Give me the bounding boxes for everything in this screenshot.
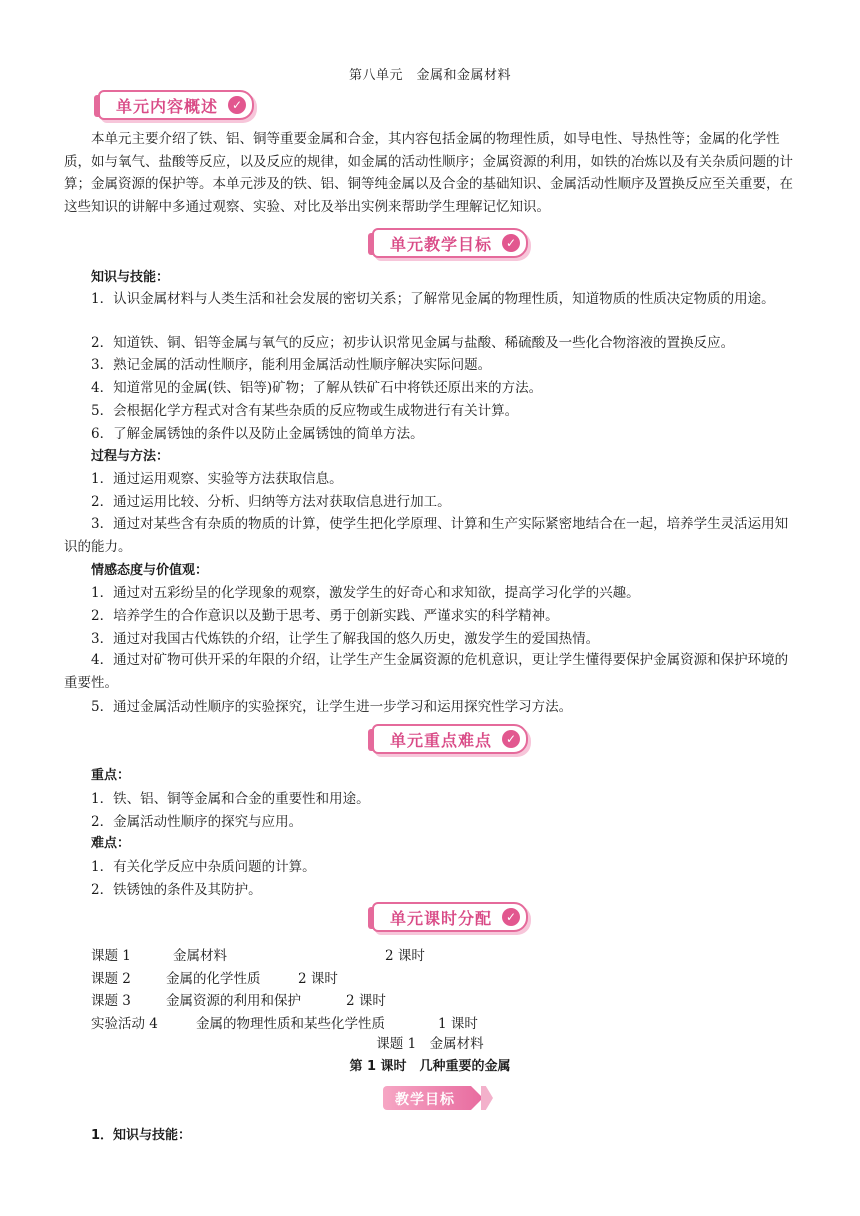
knowledge-item-4: 4．知道常见的金属(铁、铝等)矿物；了解从铁矿石中将铁还原出来的方法。 (91, 380, 543, 396)
schedule-row-3-hours: 2 课时 (346, 993, 386, 1009)
check-icon: ✓ (502, 234, 520, 252)
lesson-title: 课题 1 金属材料 (376, 1036, 484, 1052)
knowledge-item-2: 2．知道铁、铜、铝等金属与氧气的反应；初步认识常见金属与盐酸、稀硫酸及一些化合物溶液的置换反应。 (91, 335, 735, 351)
schedule-row-3-lesson: 课题 3 (91, 993, 131, 1009)
schedule-row-4-lesson: 实验活动 4 (91, 1016, 158, 1032)
attitude-item-5: 5．通过金属活动性顺序的实验探究，让学生进一步学习和运用探究性学习方法。 (91, 699, 573, 715)
difficulty-item-1: 1．有关化学反应中杂质问题的计算。 (91, 859, 316, 875)
knowledge-item-5: 5．会根据化学方程式对含有某些杂质的反应物或生成物进行有关计算。 (91, 403, 519, 419)
banner-schedule (372, 902, 528, 932)
banner-schedule-label: 单元课时分配 (390, 908, 493, 928)
lesson-first-item: 1．知识与技能： (91, 1128, 192, 1143)
lesson-subtitle: 第 1 课时 几种重要的金属 (349, 1059, 511, 1074)
attitude-item-2: 2．培养学生的合作意识以及勤于思考、勇于创新实践、严谨求实的科学精神。 (91, 608, 559, 624)
schedule-row-2-hours: 2 课时 (298, 971, 338, 987)
schedule-row-3-topic: 金属资源的利用和保护 (166, 993, 301, 1009)
attitude-item-4: 4．通过对矿物可供开采的年限的介绍，让学生产生金属资源的危机意识，更让学生懂得要保护金属资源和保护环境的重要性。 (64, 652, 789, 691)
chevron-right-icon (481, 1086, 493, 1110)
process-item-2: 2．通过运用比较、分析、归纳等方法对获取信息进行加工。 (91, 494, 451, 510)
teaching-goal-tag (383, 1086, 493, 1110)
banner-overview-label: 单元内容概述 (116, 96, 219, 116)
banner-key-points-label: 单元重点难点 (390, 730, 493, 750)
banner-goals (372, 228, 528, 258)
attitude-heading: 情感态度与价值观： (91, 563, 209, 578)
banner-goals-label: 单元教学目标 (390, 234, 493, 254)
process-item-3: 3．通过对某些含有杂质的物质的计算，使学生把化学原理、计算和生产实际紧密地结合在一起，培养学生灵活运用知识的能力。 (64, 516, 789, 555)
knowledge-heading: 知识与技能： (91, 270, 170, 285)
difficulty-item-2: 2．铁锈蚀的条件及其防护。 (91, 882, 262, 898)
banner-overview (98, 90, 254, 120)
schedule-row-1-lesson: 课题 1 (91, 948, 131, 964)
banner-key-points (372, 724, 528, 754)
teaching-goal-label: 教学目标 (395, 1092, 455, 1108)
attitude-item-1: 1．通过对五彩纷呈的化学现象的观察，激发学生的好奇心和求知欲，提高学习化学的兴趣。 (91, 585, 640, 601)
schedule-row-2-topic: 金属的化学性质 (166, 971, 261, 987)
difficulty-heading: 难点： (91, 836, 131, 851)
schedule-row-4-hours: 1 课时 (438, 1016, 478, 1032)
focus-item-2: 2．金属活动性顺序的探究与应用。 (91, 814, 303, 830)
schedule-row-2-lesson: 课题 2 (91, 971, 131, 987)
banner-pill (98, 90, 254, 120)
schedule-row-1-topic: 金属材料 (173, 948, 227, 964)
schedule-row-4-topic: 金属的物理性质和某些化学性质 (196, 1016, 385, 1032)
focus-item-1: 1．铁、铝、铜等金属和合金的重要性和用途。 (91, 791, 370, 807)
process-heading: 过程与方法： (91, 449, 170, 464)
schedule-row-1-hours: 2 课时 (385, 948, 425, 964)
unit-title: 第八单元 金属和金属材料 (348, 68, 511, 83)
process-item-1: 1．通过运用观察、实验等方法获取信息。 (91, 471, 343, 487)
overview-paragraph: 本单元主要介绍了铁、铝、铜等重要金属和合金，其内容包括金属的物理性质，如导电性、导热性等；金属的化学性质，如与氧气、盐酸等反应，以及反应的规律，如金属的活动性顺序；金属资源的利用，如铁的冶炼以及有关杂质问题的计算；金属资源的保护等。本单元涉及的铁、铝、铜等纯金属以及合金的基础知识、金属活动性顺序及置换反应至关重要，在这些知识的讲解中多通过观察、实验、对比及举出实例来帮助学生理解记忆知识。 (64, 131, 793, 215)
knowledge-item-3: 3．熟记金属的活动性顺序，能利用金属活动性顺序解决实际问题。 (91, 357, 492, 373)
knowledge-item-1: 1．认识金属材料与人类生活和社会发展的密切关系；了解常见金属的物理性质，知道物质的性质决定物质的用途。 (91, 291, 775, 307)
focus-heading: 重点： (91, 768, 131, 783)
attitude-item-3: 3．通过对我国古代炼铁的介绍，让学生了解我国的悠久历史，激发学生的爱国热情。 (91, 631, 600, 647)
check-icon: ✓ (228, 96, 246, 114)
knowledge-item-6: 6．了解金属锈蚀的条件以及防止金属锈蚀的简单方法。 (91, 426, 424, 442)
check-icon: ✓ (502, 730, 520, 748)
check-icon: ✓ (502, 908, 520, 926)
